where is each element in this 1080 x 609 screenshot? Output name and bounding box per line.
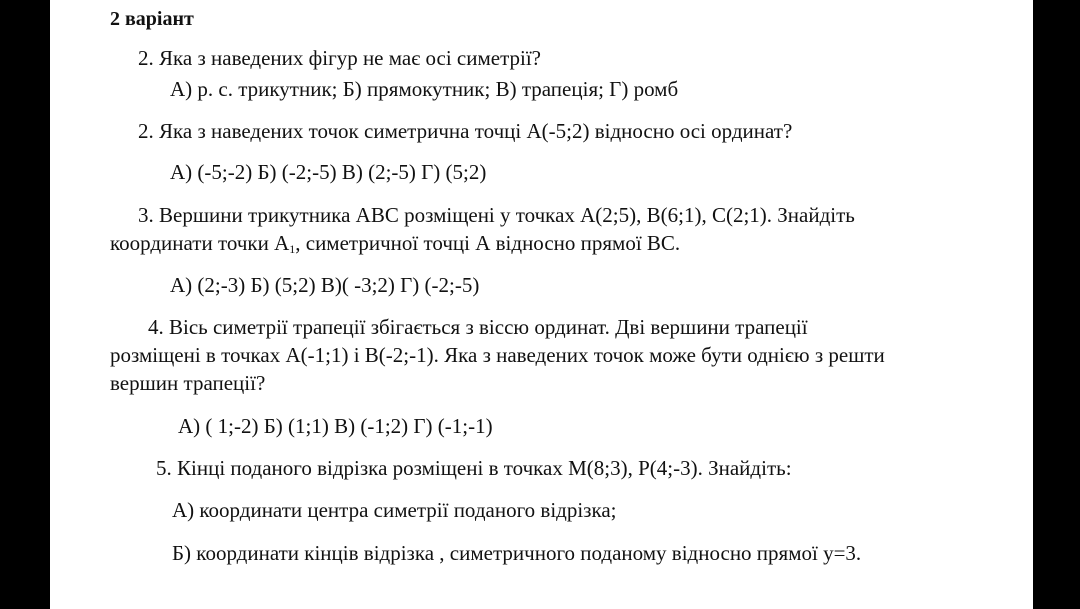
- question-4-options: А) ( 1;-2) Б) (1;1) В) (-1;2) Г) (-1;-1): [178, 414, 493, 438]
- question-5-item-b: Б) координати кінців відрізка , симетричного поданому відносно прямої у=3.: [172, 541, 862, 565]
- question-5-item-a: А) координати центра симетрії поданого відрізка;: [172, 498, 617, 522]
- question-3-text-part-a: координати точки А: [110, 231, 290, 255]
- question-1-text: 2. Яка з наведених фігур не має осі симетрії?: [138, 46, 541, 70]
- subscript-1: 1: [289, 242, 296, 256]
- question-3-text-line-1: 3. Вершини трикутника АВС розміщені у точках А(2;5), В(6;1), С(2;1). Знайдіть: [138, 203, 855, 227]
- worksheet-page: [50, 0, 1033, 609]
- question-1-options: А) р. с. трикутник; Б) прямокутник; В) трапеція; Г) ромб: [170, 77, 679, 101]
- question-3-text-line-2: [110, 230, 680, 257]
- question-5-text: 5. Кінці поданого відрізка розміщені в точках М(8;3), Р(4;-3). Знайдіть:: [156, 456, 792, 480]
- question-3-text-part-b: , симетричної точці А відносно прямої ВС.: [295, 231, 681, 255]
- question-4-text-line-3: вершин трапеції?: [110, 371, 266, 395]
- question-3-options: А) (2;-3) Б) (5;2) В)( -3;2) Г) (-2;-5): [170, 273, 480, 297]
- question-2-text: 2. Яка з наведених точок симетрична точці А(-5;2) відносно осі ординат?: [138, 119, 793, 143]
- question-4-text-line-2: розміщені в точках А(-1;1) і В(-2;-1). Яка з наведених точок може бути однією з решти: [110, 343, 885, 367]
- question-4-text-line-1: 4. Вісь симетрії трапеції збігається з віссю ординат. Дві вершини трапеції: [148, 315, 808, 339]
- question-2-options: А) (-5;-2) Б) (-2;-5) В) (2;-5) Г) (5;2): [170, 160, 487, 184]
- variant-title: 2 варіант: [110, 8, 194, 30]
